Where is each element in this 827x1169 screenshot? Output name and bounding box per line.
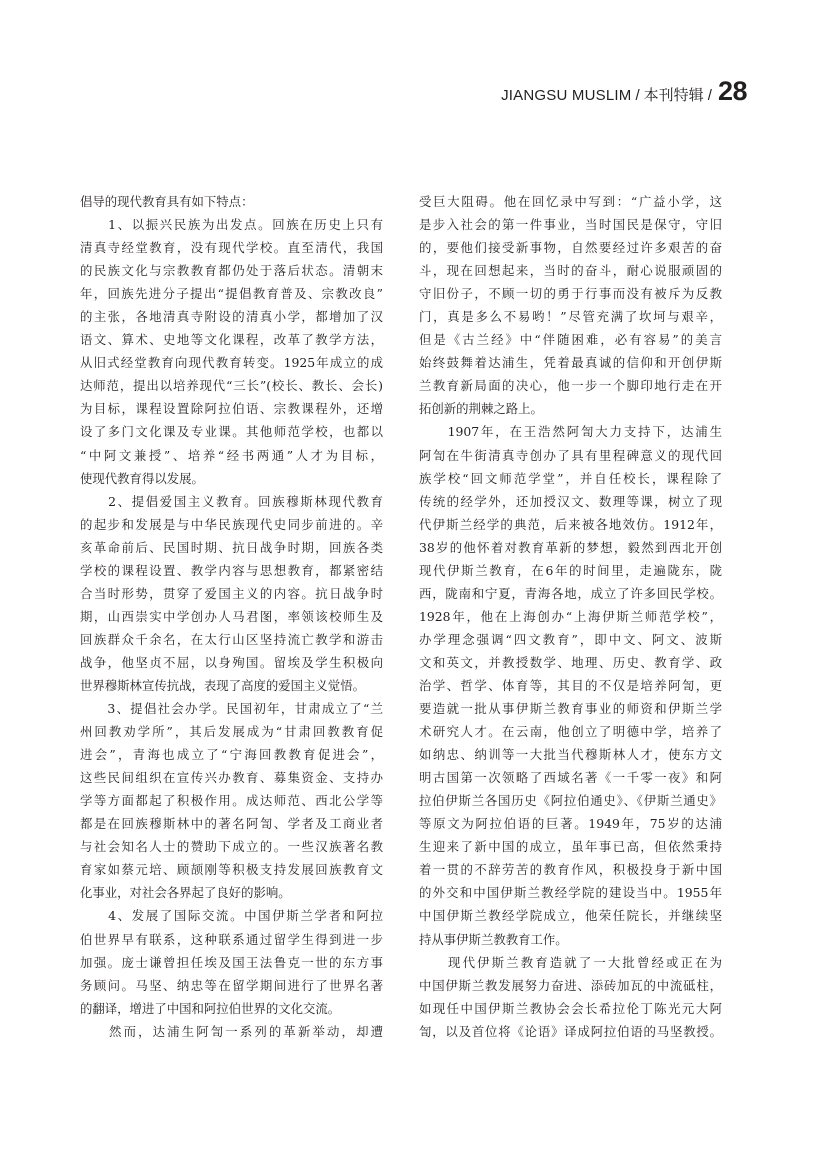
text-line: 中国伊斯兰教经学院成立，他荣任院长，并继续坚 <box>419 908 722 924</box>
text-line: 1、以振兴民族为出发点。回族在历史上只有 <box>80 217 383 233</box>
header-separator: / <box>635 87 640 104</box>
text-line: 生迎来了新中国的成立，虽年事已高，但依然秉持 <box>419 839 722 855</box>
text-line: 兰教育新局面的决心，他一步一个脚印地行走在开 <box>419 378 722 394</box>
text-line: 代伊斯兰经学的典范，后来被各地效仿。1912年， <box>419 516 722 532</box>
text-line: 阿訇在牛街清真寺创办了具有里程碑意义的现代回 <box>419 447 722 463</box>
text-line: 为目标，课程设置除阿拉伯语、宗教课程外，还增 <box>80 401 383 417</box>
text-line: 的起步和发展是与中华民族现代史同步前进的。辛 <box>80 516 383 532</box>
text-line: 传统的经学外，还加授汉文、数理等课，树立了现 <box>419 493 722 509</box>
section-name: 本刊特辑 / <box>643 87 712 104</box>
text-line: 受巨大阻碍。他在回忆录中写到：“广益小学，这 <box>419 194 722 209</box>
text-line: 战争，他坚贞不屈，以身殉国。留埃及学生积极向 <box>80 654 383 670</box>
text-line: 回族群众千余名，在太行山区坚持流亡教学和游击 <box>80 631 383 647</box>
text-line: 术研究人才。在云南，他创立了明德中学，培养了 <box>419 724 722 740</box>
text-line: 中国伊斯兰教发展努力奋进、添砖加瓦的中流砥柱， <box>419 977 722 993</box>
text-line: 学等方面都起了积极作用。成达师范、西北公学等 <box>80 793 383 809</box>
text-line: 的，要他们接受新事物，自然要经过许多艰苦的奋 <box>419 240 722 256</box>
text-line: 的民族文化与宗教教育都仍处于落后状态。清朝末 <box>80 263 383 279</box>
text-line: 世界穆斯林宣传抗战，表现了高度的爱国主义觉悟。 <box>80 677 365 693</box>
text-line: 等原文为阿拉伯语的巨著。1949年，75岁的达浦 <box>419 816 722 832</box>
text-line: 达师范，提出以培养现代“三长”(校长、教长、会长) <box>80 378 383 394</box>
text-line: 伯世界早有联系，这种联系通过留学生得到进一步 <box>80 931 383 947</box>
text-line: 拉伯伊斯兰各国历史《阿拉伯通史》、《伊斯兰通史》 <box>419 793 722 809</box>
text-line: 族学校“回文师范学堂”，并自任校长，课程除了 <box>419 470 722 486</box>
text-line: 现代伊斯兰教育造就了一大批曾经或正在为 <box>419 954 722 970</box>
text-line: 3、提倡社会办学。民国初年，甘肃成立了“兰 <box>80 701 383 717</box>
text-line: 都是在回族穆斯林中的著名阿訇、学者及工商业者 <box>80 816 383 832</box>
text-line: 的主张，各地清真寺附设的清真小学，都增加了汉 <box>80 309 383 325</box>
text-line: 38岁的他怀着对教育革新的梦想，毅然到西北开创 <box>419 539 722 555</box>
text-line: 始终鼓舞着达浦生，凭着最真诚的信仰和开创伊斯 <box>419 355 722 371</box>
running-header <box>501 76 747 107</box>
text-line: 文和英文，并教授数学、地理、历史、教育学、政 <box>419 654 722 670</box>
text-line: 从旧式经堂教育向现代教育转变。1925年成立的成 <box>80 355 383 371</box>
text-line: “中阿文兼授”、培养“经书两通”人才为目标， <box>80 447 383 463</box>
text-line: 倡导的现代教育具有如下特点： <box>80 194 254 209</box>
text-line: 訇，以及首位将《论语》译成阿拉伯语的马坚教授。 <box>419 1023 722 1039</box>
text-line: 明古国第一次领略了西域名著《一千零一夜》和阿 <box>419 770 722 786</box>
text-line: 的外交和中国伊斯兰教经学院的建设当中。1955年 <box>419 885 722 901</box>
magazine-name: JIANGSU MUSLIM <box>501 87 632 104</box>
text-line: 语文、算术、史地等文化课程，改革了教学方法， <box>80 332 383 348</box>
text-line: 着一贯的不辞劳苦的教育作风，积极投身于新中国 <box>419 862 722 878</box>
text-line: 要造就一批从事伊斯兰教育事业的师资和伊斯兰学 <box>419 701 722 717</box>
text-line: 与社会知名人士的赞助下成立的。一些汉族著名教 <box>80 839 383 855</box>
text-line: 治学、哲学、体育等，其目的不仅是培养阿訇，更 <box>419 677 722 693</box>
text-line: 现代伊斯兰教育，在6年的时间里，走遍陇东，陇 <box>419 562 722 578</box>
text-line: 1928年，他在上海创办“上海伊斯兰师范学校”， <box>419 608 722 624</box>
text-line: 这些民间组织在宣传兴办教育、募集资金、支持办 <box>80 770 383 786</box>
text-line: 进会”，青海也成立了“宁海回教教育促进会”， <box>80 747 383 763</box>
text-line: 合当时形势，贯穿了爱国主义的内容。抗日战争时 <box>80 585 383 601</box>
left-text-column <box>80 190 383 1043</box>
text-line: 守旧份子，不顾一切的勇于行事而没有被斥为反教 <box>419 286 722 302</box>
text-line: 亥革命前后、民国时期、抗日战争时期，回族各类 <box>80 539 383 555</box>
text-line: 务顾问。马坚、纳忠等在留学期间进行了世界名著 <box>80 977 383 993</box>
text-line: 但是《古兰经》中“伴随困难，必有容易”的美言 <box>419 332 722 348</box>
text-line: 斗，现在回想起来，当时的奋斗，耐心说服顽固的 <box>419 263 722 279</box>
text-line: 使现代教育得以发展。 <box>80 470 204 486</box>
text-line: 学校的课程设置、教学内容与思想教育，都紧密结 <box>80 562 383 578</box>
text-line: 1907年，在王浩然阿訇大力支持下，达浦生 <box>419 424 722 440</box>
text-line: 是步入社会的第一件事业，当时国民是保守，守旧 <box>419 217 722 233</box>
text-line: 如现任中国伊斯兰教协会会长希拉伦丁陈光元大阿 <box>419 1000 722 1016</box>
text-line: 门，真是多么不易哟！”尽管充满了坎坷与艰辛， <box>419 309 722 325</box>
text-line: 年，回族先进分子提出“提倡教育普及、宗教改良” <box>80 286 383 302</box>
text-line: 州回教劝学所”，其后发展成为“甘肃回教教育促 <box>80 724 383 740</box>
text-line: 然而，达浦生阿訇一系列的革新举动，却遭 <box>80 1023 383 1039</box>
text-line: 持从事伊斯兰教教育工作。 <box>419 931 568 947</box>
text-line: 拓创新的荆棘之路上。 <box>419 401 543 417</box>
text-line: 4、发展了国际交流。中国伊斯兰学者和阿拉 <box>80 908 383 924</box>
text-line: 西，陇南和宁夏，青海各地，成立了许多回民学校。 <box>419 585 722 601</box>
text-line: 清真寺经堂教育，没有现代学校。直至清代，我国 <box>80 240 383 256</box>
right-text-column <box>419 190 722 1043</box>
page-number: 28 <box>717 76 747 106</box>
text-line: 化事业，对社会各界起了良好的影响。 <box>80 885 291 901</box>
text-line: 的翻译，增进了中国和阿拉伯世界的文化交流。 <box>80 1000 341 1016</box>
text-line: 期，山西崇实中学创办人马君图，率领该校师生及 <box>80 608 383 624</box>
text-line: 加强。庞士谦曾担任埃及国王法鲁克一世的东方事 <box>80 954 383 970</box>
text-line: 办学理念强调“四文教育”，即中文、阿文、波斯 <box>419 631 722 647</box>
text-line: 育家如蔡元培、顾颉刚等积极支持发展回族教育文 <box>80 862 383 878</box>
text-line: 如纳忠、纳训等一大批当代穆斯林人才，使东方文 <box>419 747 722 763</box>
text-line: 设了多门文化课及专业课。其他师范学校，也都以 <box>80 424 383 440</box>
text-line: 2、提倡爱国主义教育。回族穆斯林现代教育 <box>80 493 383 509</box>
